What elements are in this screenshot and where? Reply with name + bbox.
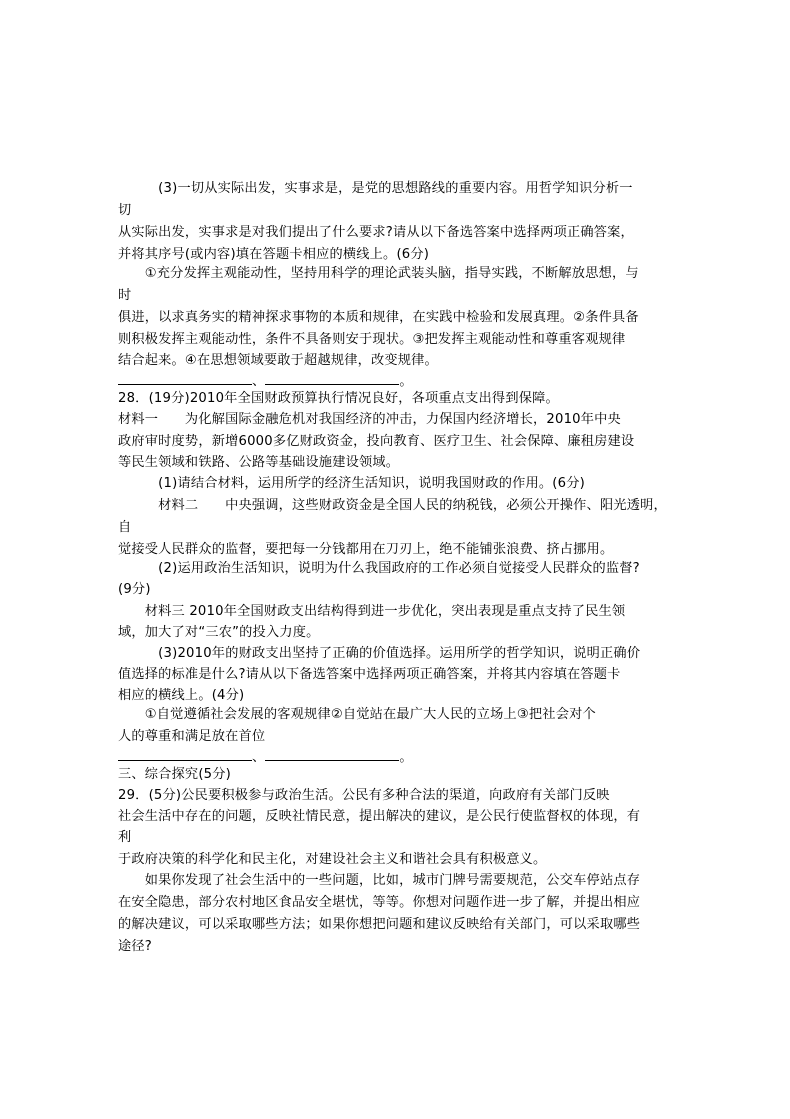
text-line: 觉接受人民群众的监督，要把每一分钱都用在刀刃上，绝不能铺张浪费、挤占挪用。 <box>118 542 614 557</box>
text-line: ①充分发挥主观能动性，坚持用科学的理论武装头脑，指导实践，不断解放思想，与 <box>118 266 639 281</box>
text-line: 并将其序号(或内容)填在答题卡相应的横线上。(6分) <box>118 247 430 262</box>
text-line: 相应的横线上。(4分) <box>118 688 245 703</box>
answer-blank[interactable] <box>118 746 252 761</box>
question-heading: 29．(5分)公民要积极参与政治生活。公民有多种合法的渠道，向政府有关部门反映 <box>118 788 610 803</box>
text-line: 途径? <box>118 939 152 954</box>
answer-separator: 、 <box>252 750 266 765</box>
answer-end: 。 <box>399 750 413 765</box>
text-line: 材料二 中央强调，这些财政资金是全国人民的纳税钱，必须公开操作、阳光透明， <box>118 498 667 513</box>
answer-blank[interactable] <box>265 746 399 761</box>
section-heading: 三、综合探究(5分) <box>118 767 231 782</box>
text-line: 则积极发挥主观能动性，条件不具备则安于现状。③把发挥主观能动性和尊重客观规律 <box>118 332 626 347</box>
text-line: 等民生领域和铁路、公路等基础设施建设领域。 <box>118 455 400 470</box>
text-line: 在安全隐患，部分农村地区食品安全堪忧，等等。你想对问题作进一步了解，并提出相应 <box>118 895 641 910</box>
text-line: 俱进，以求真务实的精神探求事物的本质和规律，在实践中检验和发展真理。②条件具备 <box>118 310 639 325</box>
text-line: 切 <box>118 203 132 218</box>
text-line: 从实际出发，实事求是对我们提出了什么要求?请从以下备选答案中选择两项正确答案， <box>118 225 634 240</box>
text-line: 于政府决策的科学化和民主化，对建设社会主义和谐社会具有积极意义。 <box>118 852 547 867</box>
answer-blank[interactable] <box>265 370 399 385</box>
answer-end: 。 <box>399 374 413 389</box>
text-line: 社会生活中存在的问题，反映社情民意，提出解决的建议，是公民行使监督权的体现，有 <box>118 809 641 824</box>
text-line: (9分) <box>118 582 151 597</box>
text-line: 时 <box>118 288 132 303</box>
text-line: 自 <box>118 520 132 535</box>
text-line: 材料一 为化解国际金融危机对我国经济的冲击，力保国内经济增长，2010年中央 <box>118 412 621 427</box>
text-line: 人的尊重和满足放在首位 <box>118 729 266 744</box>
text-line: ①自觉遵循社会发展的客观规律②自觉站在最广大人民的立场上③把社会对个 <box>118 707 596 722</box>
text-line: (3)一切从实际出发，实事求是，是党的思想路线的重要内容。用哲学知识分析一 <box>118 181 633 196</box>
answer-blank[interactable] <box>118 370 252 385</box>
text-line: 政府审时度势，新增6000多亿财政资金，投向教育、医疗卫生、社会保障、廉租房建设 <box>118 434 635 449</box>
answer-separator: 、 <box>252 374 266 389</box>
text-line: 如果你发现了社会生活中的一些问题，比如，城市门牌号需要规范，公交车停站点存 <box>118 873 641 888</box>
text-line: 利 <box>118 830 132 845</box>
question-heading: 28．(19分)2010年全国财政预算执行情况良好，各项重点支出得到保障。 <box>118 391 559 406</box>
text-line: 值选择的标准是什么?请从以下备选答案中选择两项正确答案，并将其内容填在答题卡 <box>118 667 621 682</box>
text-line: 域，加大了对“三农”的投入力度。 <box>118 625 320 640</box>
text-line: 材料三 2010年全国财政支出结构得到进一步优化，突出表现是重点支持了民生领 <box>118 604 626 619</box>
text-line: (1)请结合材料，运用所学的经济生活知识，说明我国财政的作用。(6分) <box>118 476 585 491</box>
text-line: 结合起来。④在思想领域要敢于超越规律，改变规律。 <box>118 353 438 368</box>
text-line: 的解决建议，可以采取哪些方法；如果你想把问题和建议反映给有关部门，可以采取哪些 <box>118 917 641 932</box>
text-line: (2)运用政治生活知识，说明为什么我国政府的工作必须自觉接受人民群众的监督? <box>118 561 640 576</box>
text-line: (3)2010年的财政支出坚持了正确的价值选择。运用所学的哲学知识，说明正确价 <box>118 646 641 661</box>
